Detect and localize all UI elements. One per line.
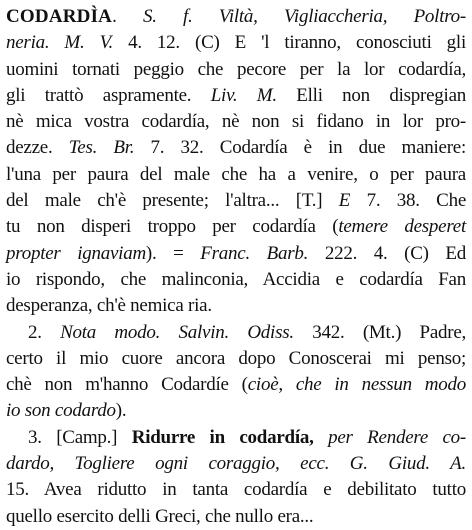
text-line bbox=[6, 346, 466, 372]
headword: CODARDÌA bbox=[6, 6, 113, 27]
text-run: 342. (Mt.) Padre, bbox=[293, 321, 467, 343]
text-run: 222. 4. (C) Ed bbox=[308, 242, 466, 264]
text-line bbox=[6, 293, 466, 319]
text-line bbox=[6, 214, 466, 240]
text-line bbox=[6, 162, 466, 188]
text-run: 4. 12. (C) E 'l tiranno, conosciuti gli bbox=[113, 32, 466, 54]
text-line bbox=[6, 83, 466, 109]
text-run: 3. [Camp.] bbox=[28, 426, 132, 448]
text-run: io rispondo, che malinconia, Accidia e codardía Fan bbox=[6, 268, 466, 290]
text-run: nè mica vostra codardía, nè non si fidano in lor pro- bbox=[6, 111, 466, 133]
text-run: quello esercito delli Greci, che nullo era... bbox=[6, 505, 314, 527]
text-line bbox=[6, 4, 466, 30]
text-run: gli trattò aspramente. bbox=[6, 84, 211, 106]
text-run: . bbox=[112, 6, 143, 27]
text-run: T. bbox=[301, 190, 317, 212]
text-run: Ridurre in codardía, bbox=[131, 426, 314, 448]
text-run: per Rendere co- bbox=[313, 426, 467, 448]
text-run: chè non m'hanno Codardíe ( bbox=[6, 374, 248, 396]
text-line bbox=[6, 57, 466, 83]
text-run: temere desperet bbox=[338, 216, 466, 238]
entry-text bbox=[6, 4, 466, 530]
text-run: dardo, Togliere ogni coraggio, ecc. G. Giud. A. bbox=[6, 453, 466, 475]
text-run: E bbox=[338, 190, 351, 212]
text-line bbox=[6, 425, 466, 451]
text-run: tu non disperi troppo per codardía ( bbox=[6, 216, 339, 238]
text-line bbox=[6, 109, 466, 135]
text-run: desperanza, ch'è nemica ria. bbox=[6, 295, 212, 317]
text-run: Tes. Br. bbox=[68, 137, 135, 159]
text-run: 7. 38. Che bbox=[350, 190, 466, 212]
text-run: Liv. M. bbox=[210, 84, 277, 106]
text-run: Franc. Barb. bbox=[200, 242, 309, 264]
text-line bbox=[6, 451, 466, 477]
text-line bbox=[6, 398, 466, 424]
text-line bbox=[6, 135, 466, 161]
text-run: ). = bbox=[145, 242, 201, 264]
text-run: l'una per paura del male che ha a venire, o per paura bbox=[6, 163, 466, 185]
text-line bbox=[6, 372, 466, 398]
text-line bbox=[6, 241, 466, 267]
text-run: cioè, che in nessun modo bbox=[247, 374, 466, 396]
text-run: Elli non dispregian bbox=[276, 84, 466, 106]
text-line bbox=[6, 267, 466, 293]
text-run: 7. 32. Codardía è in due maniere: bbox=[134, 137, 466, 159]
text-run: io son codardo bbox=[6, 400, 116, 422]
text-line bbox=[6, 188, 466, 214]
text-run: 15. Avea ridutto in tanta codardía e debilitato tutto bbox=[6, 479, 466, 501]
text-run: Nota modo. Salvin. Odiss. bbox=[60, 321, 294, 343]
text-run: 2. bbox=[28, 321, 61, 343]
text-line bbox=[6, 320, 466, 346]
text-line bbox=[6, 504, 466, 530]
text-run: ] bbox=[316, 190, 339, 212]
text-run: uomini tornati peggio che pecore per la lor codardía, bbox=[6, 58, 466, 80]
text-run: neria. M. V. bbox=[6, 32, 113, 54]
text-run: ). bbox=[115, 400, 127, 422]
text-run: propter ignaviam bbox=[6, 242, 146, 264]
text-run: dezze. bbox=[6, 137, 69, 159]
text-run: S. f. Viltà, Vigliaccheria, Poltro- bbox=[142, 6, 466, 27]
text-run: certo il mio cuore ancora dopo Conoscerai mi penso; bbox=[6, 347, 466, 369]
text-line bbox=[6, 30, 466, 56]
text-line bbox=[6, 477, 466, 503]
text-run: del male ch'è presente; l'altra... [ bbox=[6, 190, 302, 212]
